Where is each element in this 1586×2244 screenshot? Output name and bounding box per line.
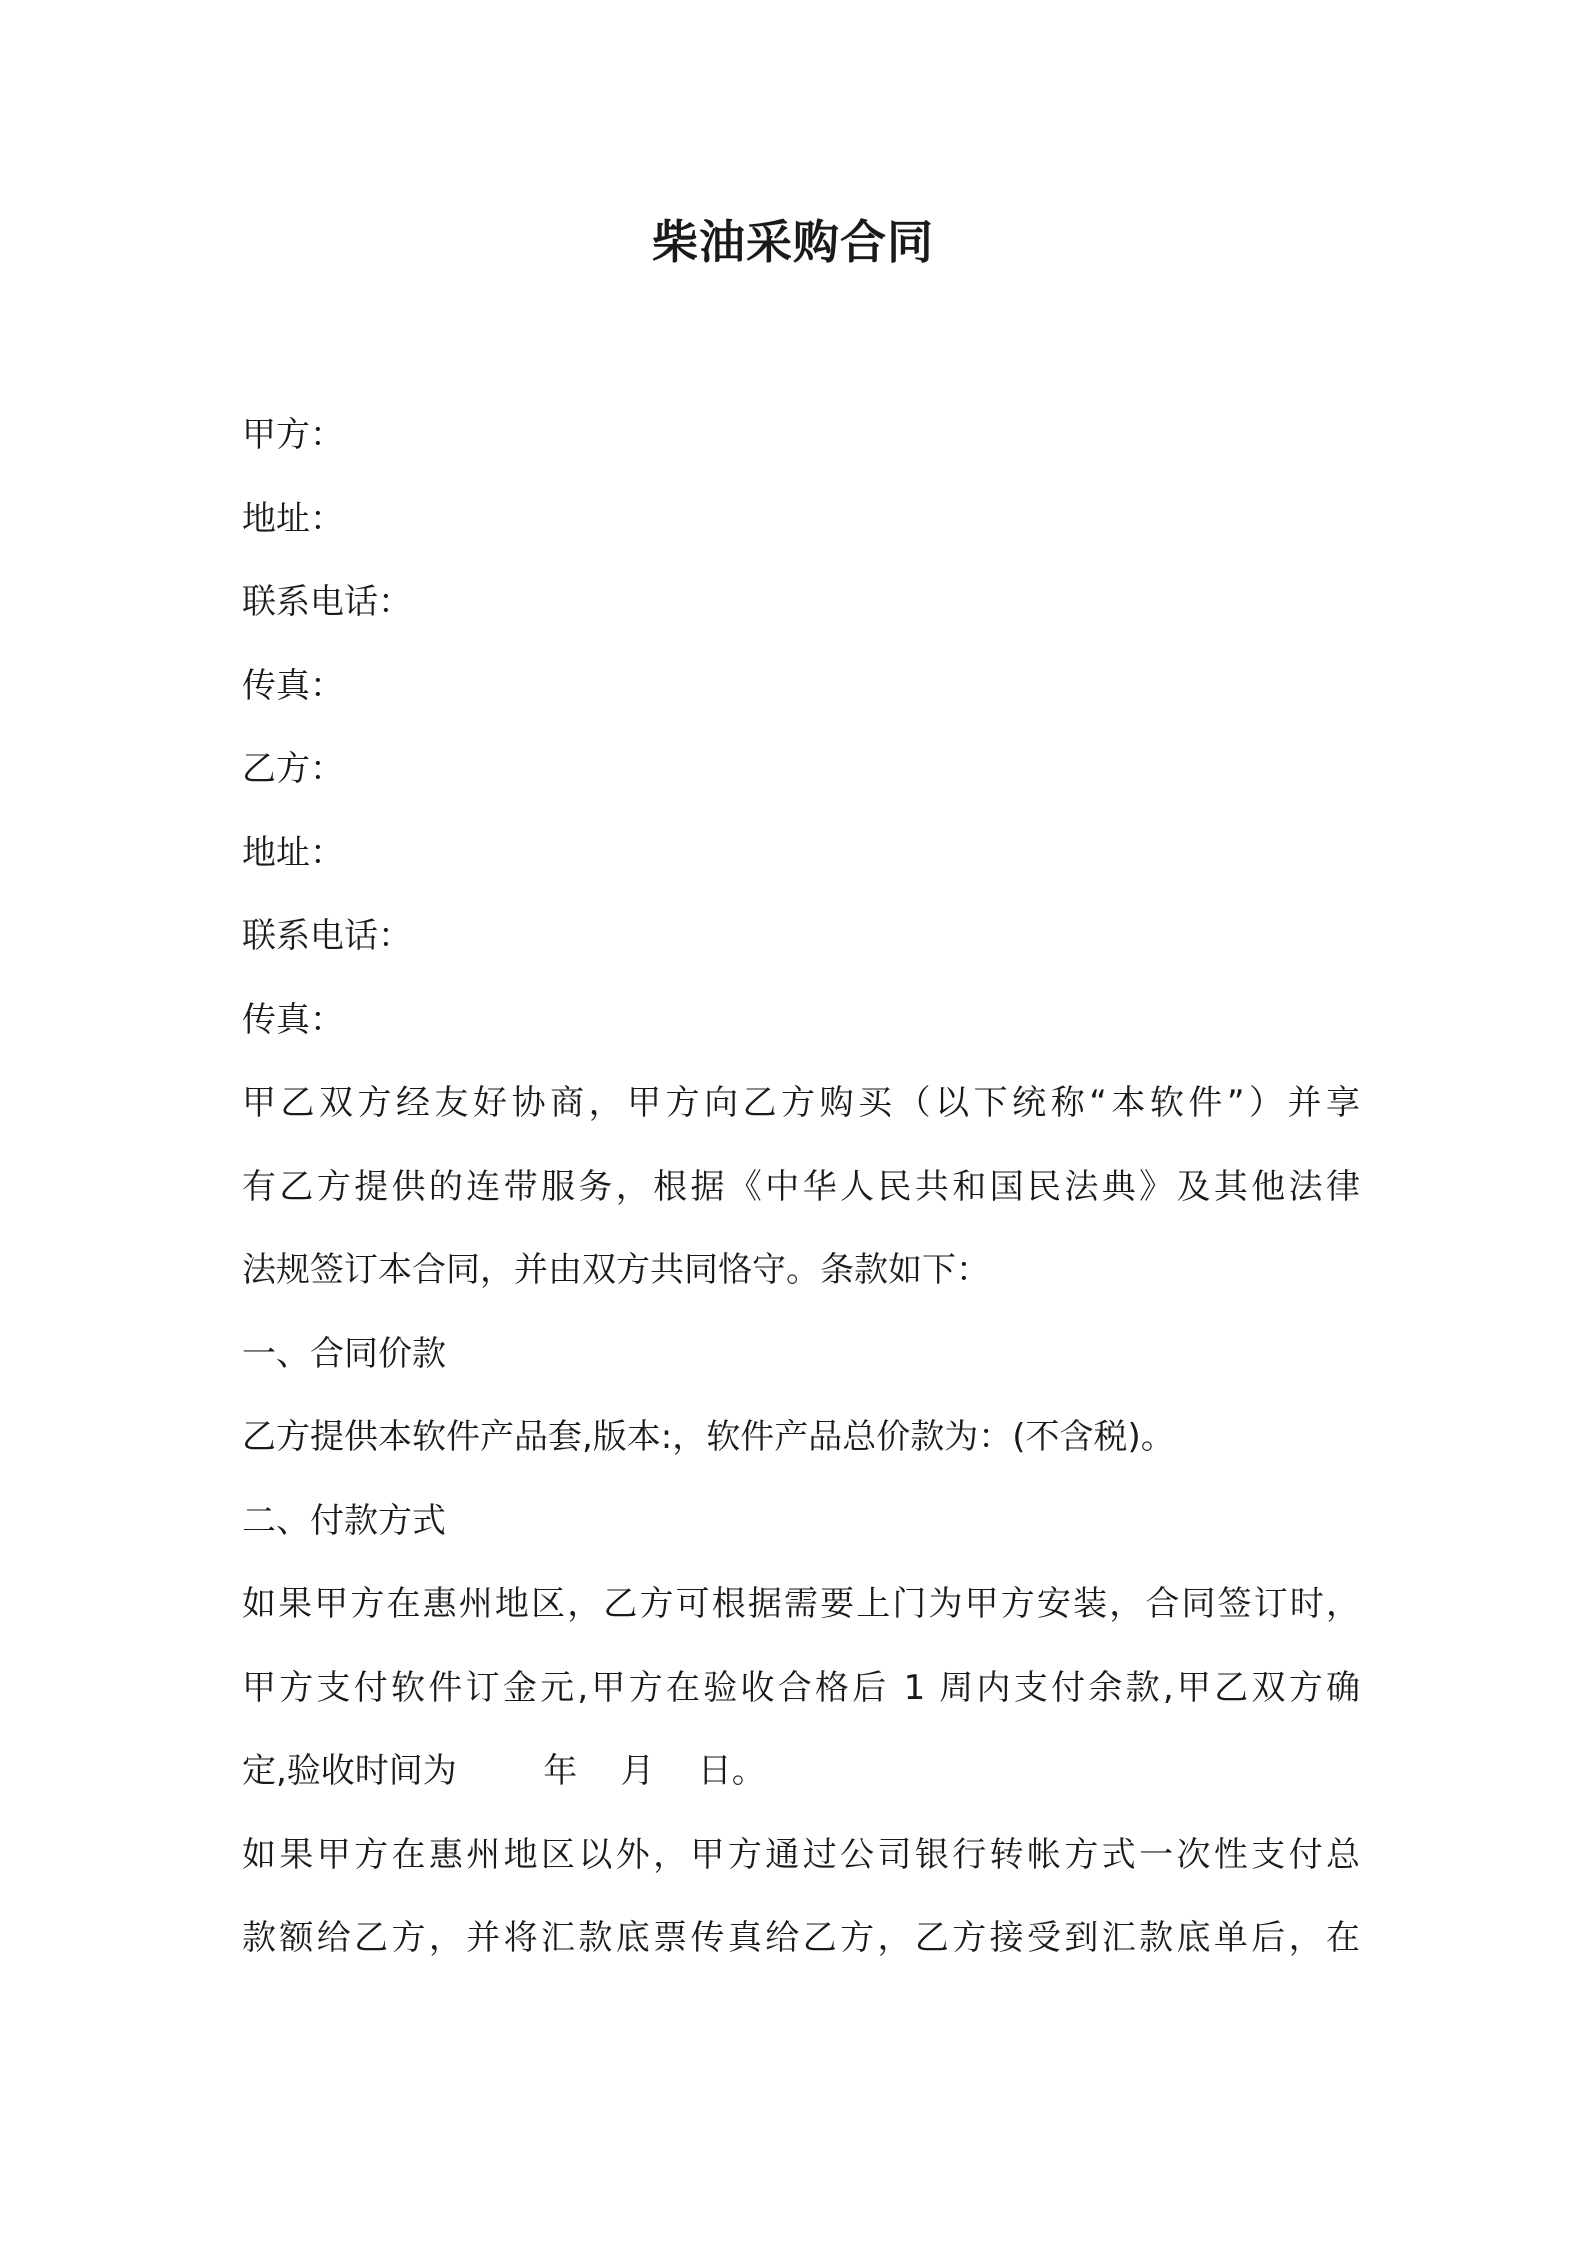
document-body — [242, 405, 1360, 1992]
price-paragraph-line: 乙方提供本软件产品套,版本:，软件产品总价款为：(不含税)。 — [242, 1417, 1175, 1457]
party-a-label: 甲方： — [242, 415, 344, 455]
section-heading-price: 一、合同价款 — [242, 1333, 446, 1374]
payment-paragraph-line: 甲方支付软件订金元,甲方在验收合格后 1 周内支付余款,甲乙双方确 — [242, 1667, 1360, 1708]
payment-paragraph-line: 款额给乙方，并将汇款底票传真给乙方，乙方接受到汇款底单后，在 — [242, 1918, 1360, 1958]
party-b-address-label: 地址： — [242, 832, 344, 873]
payment-paragraph-line: 如果甲方在惠州地区，乙方可根据需要上门为甲方安装，合同签订时， — [242, 1584, 1360, 1624]
party-b-label: 乙方： — [242, 749, 344, 789]
party-a-fax-label: 传真： — [242, 665, 344, 706]
intro-paragraph-line: 法规签订本合同，并由双方共同恪守。条款如下： — [242, 1250, 990, 1290]
intro-paragraph-line: 有乙方提供的连带服务，根据《中华人民共和国民法典》及其他法律 — [242, 1166, 1360, 1207]
party-b-phone-label: 联系电话： — [242, 916, 412, 956]
party-a-phone-label: 联系电话： — [242, 582, 412, 622]
party-b-fax-label: 传真： — [242, 999, 344, 1040]
document-title: 柴油采购合同 — [652, 215, 934, 269]
section-heading-payment: 二、付款方式 — [242, 1500, 446, 1541]
payment-paragraph-line: 如果甲方在惠州地区以外，甲方通过公司银行转帐方式一次性支付总 — [242, 1834, 1360, 1875]
intro-paragraph-line: 甲乙双方经友好协商，甲方向乙方购买（以下统称“本软件”）并享 — [242, 1083, 1360, 1123]
payment-paragraph-line: 定,验收时间为 年 月 日。 — [242, 1751, 766, 1791]
party-a-address-label: 地址： — [242, 498, 344, 539]
